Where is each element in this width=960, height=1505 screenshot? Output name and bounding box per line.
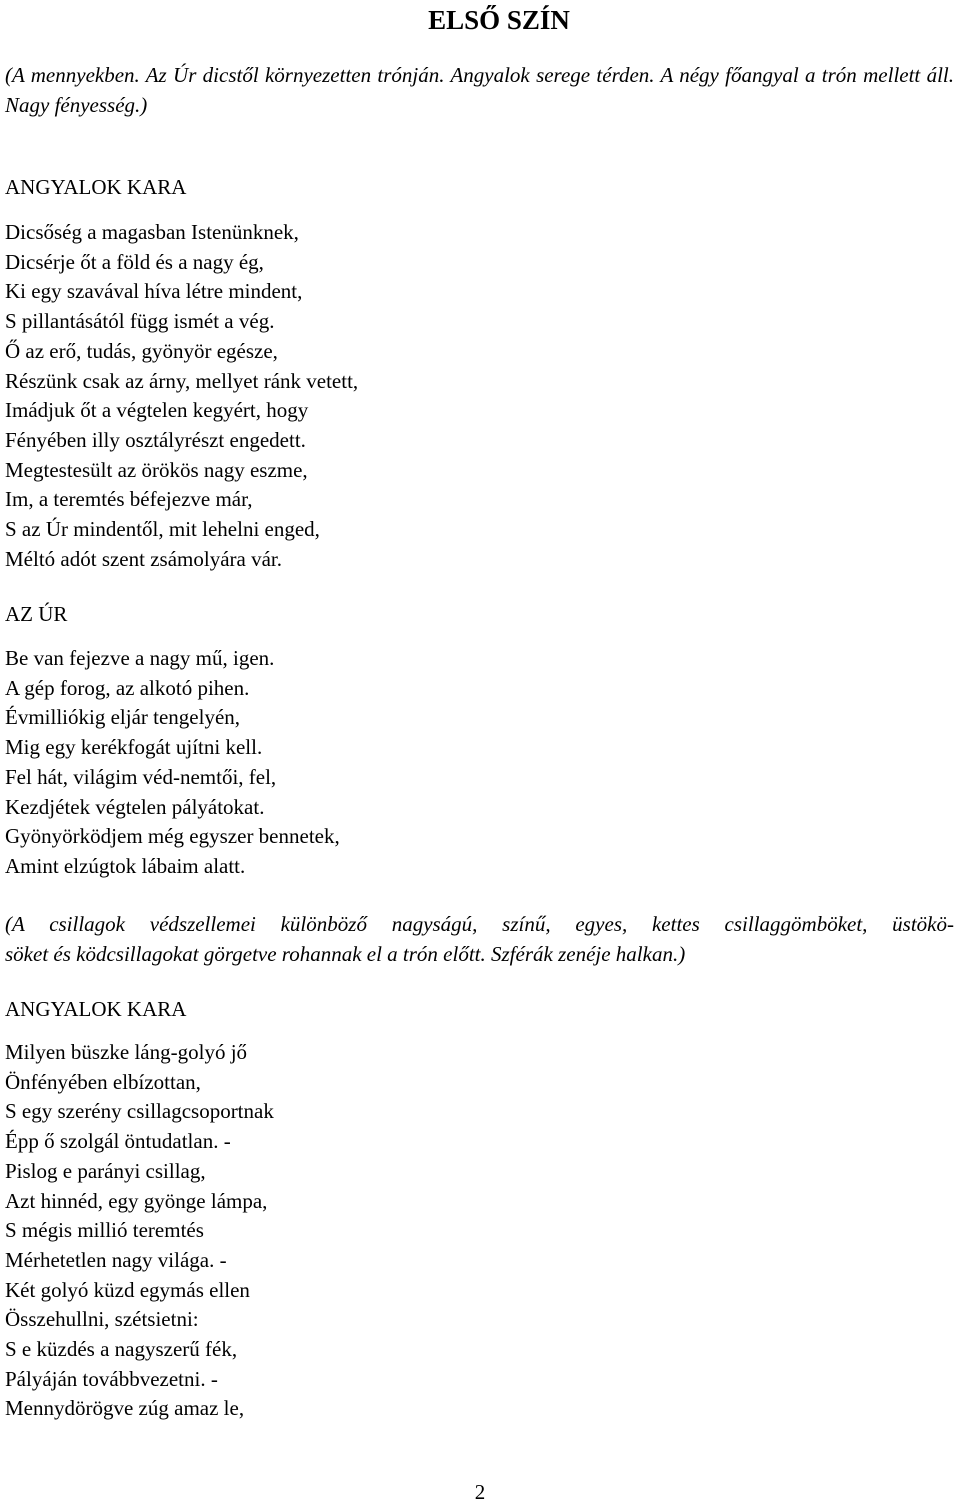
verse-line: Évmilliókig eljár tengelyén,	[5, 705, 241, 730]
verse-line: Fel hát, világim véd-nemtői, fel,	[5, 764, 277, 789]
verse-line: S mégis millió teremtés	[5, 1218, 204, 1243]
verse-line: S e küzdés a nagyszerű fék,	[5, 1337, 238, 1362]
verse-line: Méltó adót szent zsámolyára vár.	[5, 546, 282, 571]
stage-direction-line: (A csillagok védszellemei különböző nagyságú, színű, egyes, kettes csillaggömböket, üstökö-	[5, 912, 954, 936]
verse-line: Fényében illy osztályrészt engedett.	[5, 427, 306, 452]
stage-direction-line: söket és ködcsillagokat görgetve rohannak el a trón előtt. Szférák zenéje halkan.)	[5, 941, 686, 966]
verse-line: Amint elzúgtok lábaim alatt.	[5, 853, 246, 878]
verse-line: Önfényében elbízottan,	[5, 1069, 201, 1094]
page-number: 2	[474, 1480, 486, 1504]
verse-line: S pillantásától függ ismét a vég.	[5, 309, 275, 334]
verse-line: Pályáján továbbvezetni. -	[5, 1366, 218, 1391]
verse-line: Két golyó küzd egymás ellen	[5, 1277, 250, 1302]
verse-angels-choir-2	[5, 1038, 274, 1424]
speaker-angels-choir-1: ANGYALOK KARA	[5, 175, 187, 199]
verse-line: Imádjuk őt a végtelen kegyért, hogy	[5, 398, 309, 423]
verse-line: Összehullni, szétsietni:	[5, 1307, 199, 1332]
verse-line: Be van fejezve a nagy mű, igen.	[5, 646, 275, 670]
verse-line: Dicsőség a magasban Istenünknek,	[5, 220, 299, 244]
verse-line: Milyen büszke láng-golyó jő	[5, 1040, 248, 1064]
verse-line: Részünk csak az árny, mellyet ránk vetett,	[5, 368, 359, 393]
verse-line: Megtestesült az örökös nagy eszme,	[5, 457, 308, 482]
speaker-angels-choir-2: ANGYALOK KARA	[5, 997, 187, 1021]
stage-direction-opening: (A mennyekben. Az Úr dicstől környezetten trónján. Angyalok serege térden. A négy főangyal a trón mellett áll. Nagy fényesség.)	[5, 63, 954, 117]
speaker-the-lord: AZ ÚR	[5, 602, 68, 626]
verse-line: Mennydörögve zúg amaz le,	[5, 1396, 245, 1421]
verse-line: S az Úr mindentől, mit lehelni enged,	[5, 517, 320, 542]
verse-the-lord	[5, 644, 340, 882]
verse-line: Mérhetetlen nagy világa. -	[5, 1247, 227, 1272]
verse-line: Ő az erő, tudás, gyönyör egésze,	[5, 338, 278, 363]
verse-line: Dicsérje őt a föld és a nagy ég,	[5, 249, 264, 274]
verse-line: Im, a teremtés béfejezve már,	[5, 487, 253, 512]
verse-line: S egy szerény csillagcsoportnak	[5, 1099, 274, 1124]
verse-line: Ki egy szavával híva létre mindent,	[5, 279, 303, 304]
verse-line: Épp ő szolgál öntudatlan. -	[5, 1129, 231, 1154]
verse-line: Mig egy kerékfogát ujítni kell.	[5, 735, 263, 760]
verse-angels-choir-1	[5, 218, 358, 574]
verse-line: Pislog e parányi csillag,	[5, 1158, 206, 1183]
scene-title: ELSŐ SZÍN	[428, 5, 570, 35]
stage-direction-stars	[5, 910, 954, 969]
verse-line: Gyönyörködjem még egyszer bennetek,	[5, 824, 340, 849]
verse-line: Azt hinnéd, egy gyönge lámpa,	[5, 1188, 268, 1213]
verse-line: Kezdjétek végtelen pályátokat.	[5, 794, 265, 819]
verse-line: A gép forog, az alkotó pihen.	[5, 675, 250, 700]
